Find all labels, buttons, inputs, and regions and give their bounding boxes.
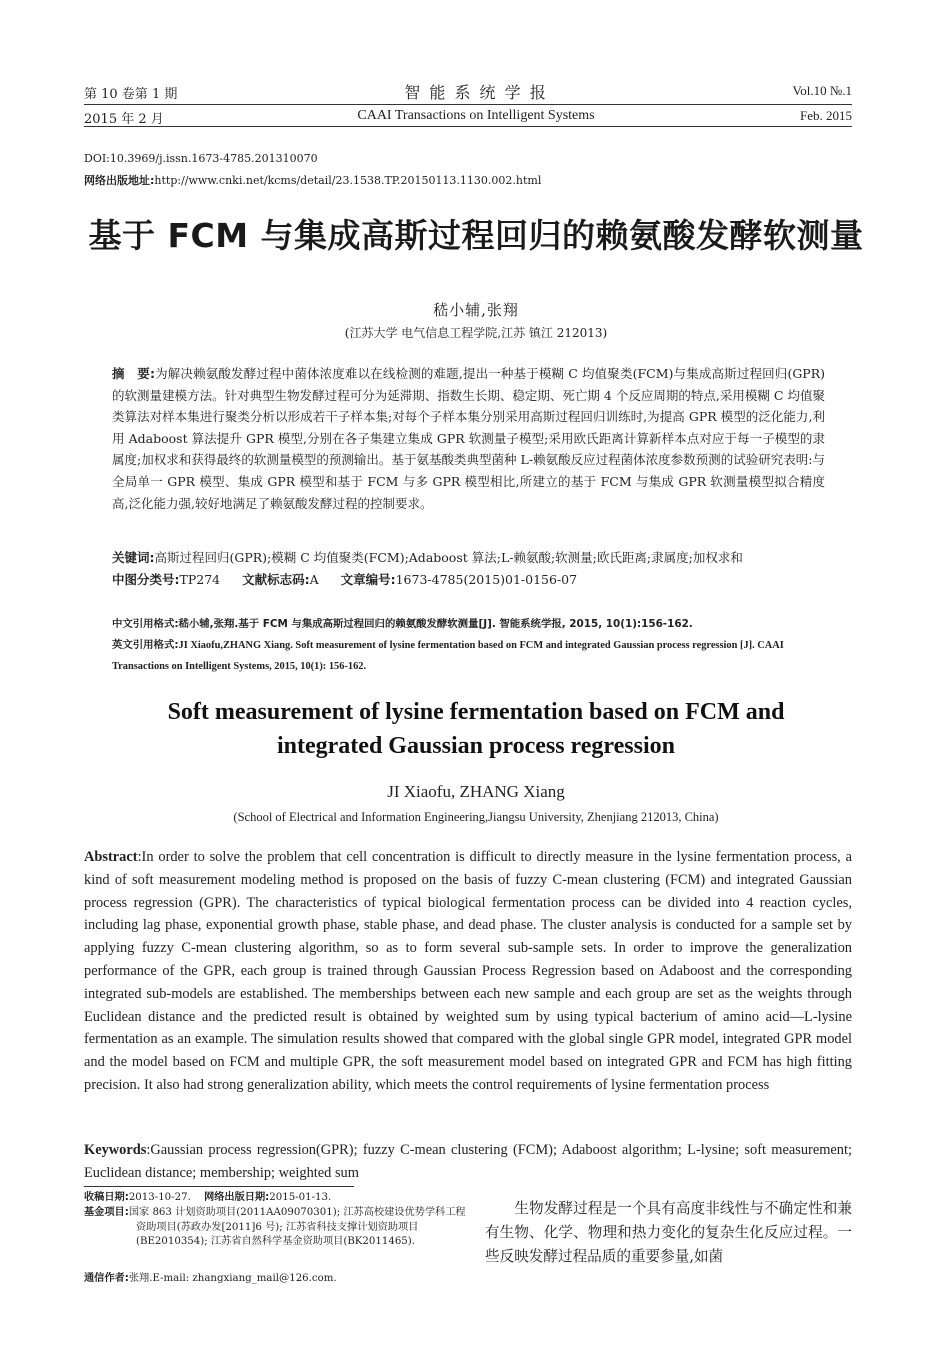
paper-title-zh: 基于 FCM 与集成高斯过程回归的赖氨酸发酵软测量 [88, 216, 864, 255]
online-date-label: 网络出版日期: [204, 1192, 270, 1203]
authors-en: JI Xiaofu, ZHANG Xiang [387, 782, 565, 801]
clc-value: TP274 [179, 572, 221, 587]
article-number-label: 文章编号: [340, 572, 396, 587]
classification-line [112, 569, 825, 591]
authors-zh: 嵇小辅,张翔 [433, 301, 519, 319]
footnote-corresponding [84, 1272, 474, 1287]
corresponding-label: 通信作者: [84, 1273, 129, 1284]
keywords-en-label: Keywords [84, 1142, 147, 1158]
citation-zh [112, 614, 825, 635]
abstract-en-label: Abstract [84, 849, 138, 865]
abstract-zh [112, 363, 825, 514]
received-label: 收稿日期: [84, 1192, 129, 1203]
clc-label: 中图分类号: [112, 572, 180, 587]
corresponding-text: 张翔.E-mail: zhangxiang_mail@126.com. [128, 1273, 337, 1284]
received-date: 2013-10-27. [128, 1192, 191, 1203]
online-date: 2015-01-13. [269, 1192, 332, 1203]
citation-en [112, 635, 825, 677]
volume-issue: 第 10 卷第 1 期 [84, 87, 178, 102]
keywords-en-text: :Gaussian process regression(GPR); fuzzy C-mean clustering (FCM); Adaboost algorithm; L-lysine; soft measurement; Euclidean distance; membership; weighted sum [84, 1142, 852, 1181]
doi: DOI:10.3969/j.issn.1673-4785.201310070 [84, 152, 318, 165]
abstract-en [84, 846, 852, 1097]
affiliation-en: (School of Electrical and Information Engineering,Jiangsu University, Zhenjiang 212013, China) [233, 810, 719, 824]
online-address [84, 172, 541, 188]
paper-title-en [0, 695, 952, 763]
keywords-zh [112, 547, 825, 569]
doc-code-label: 文献标志码: [242, 572, 310, 587]
article-number-value: 1673-4785(2015)01-0156-07 [395, 572, 578, 587]
citation-en-label: 英文引用格式: [112, 639, 179, 651]
abstract-zh-text: 为解决赖氨酸发酵过程中菌体浓度难以在线检测的难题,提出一种基于模糊 C 均值聚类(FCM)与集成高斯过程回归(GPR)的软测量建模方法。针对典型生物发酵过程可分为延滞期、指数生长期、稳定期、死亡期 4 个反应周期的特点,采用模糊 C 均值聚类算法对样本集进行聚类分析以形成若干子样本集;对每个子样本集分别采用高斯过程回归训练时,为提高 GPR 模型的泛化能力,利用 Adaboost 算法提升 GPR 模型,分别在各子集建立集成 GPR 软测量子模型;采用欧氏距离计算新样本点对应于每一子模型的隶属度;加权求和获得最终的软测量模型的预测输出。基于氨基酸类典型菌种 L-赖氨酸反应过程菌体浓度参数预测的试验研究表明:与全局单一 GPR 模型、集成 GPR 模型和基于 FCM 与多 GPR 模型相比,所建立的基于 FCM 与集成 GPR 软测量模型拟合精度高,泛化能力强,较好地满足了赖氨酸发酵过程的控制要求。 [112, 366, 826, 511]
volume-issue-en: Vol.10 №.1 [792, 83, 852, 98]
citation-en-text: JI Xiaofu,ZHANG Xiang. Soft measurement of lysine fermentation based on FCM and integrated Gaussian process regression [J]. CAAI Transactions on Intelligent Systems, 2015, 10(1): 156-162. [112, 640, 784, 672]
header-rule [84, 104, 852, 105]
online-address-url[interactable]: http://www.cnki.net/kcms/detail/23.1538.TP.20150113.1130.002.html [154, 174, 542, 187]
affiliation-zh: (江苏大学 电气信息工程学院,江苏 镇江 212013) [344, 326, 608, 340]
header-rule-bottom [84, 126, 852, 127]
online-address-label: 网络出版地址: [84, 174, 155, 187]
footnote-rule [84, 1186, 354, 1187]
paper-title-en-line1: Soft measurement of lysine fermentation based on FCM and [167, 699, 785, 725]
paper-title-en-line2: integrated Gaussian process regression [276, 733, 675, 759]
footnote-dates [84, 1191, 474, 1206]
publication-date-zh: 2015 年 2 月 [84, 112, 164, 127]
citation-zh-text: 嵇小辅,张翔.基于 FCM 与集成高斯过程回归的赖氨酸发酵软测量[J]. 智能系统学报, 2015, 10(1):156-162. [178, 618, 693, 630]
keywords-zh-text: 高斯过程回归(GPR);模糊 C 均值聚类(FCM);Adaboost 算法;L-赖氨酸;软测量;欧氏距离;隶属度;加权求和 [154, 550, 743, 565]
body-intro: 生物发酵过程是一个具有高度非线性与不确定性和兼有生物、化学、物理和热力变化的复杂生化反应过程。一些反映发酵过程品质的重要参量,如菌 [485, 1200, 852, 1265]
fund-text: 国家 863 计划资助项目(2011AA09070301); 江苏高校建设优势学科工程资助项目(苏政办发[2011]6 号); 江苏省科技支撑计划资助项目(BE2010354); 江苏省自然科学基金资助项目(BK2011465). [128, 1207, 466, 1248]
publication-date-en: Feb. 2015 [800, 108, 852, 123]
keywords-en [84, 1139, 852, 1185]
doc-code-value: A [309, 572, 319, 587]
journal-name-en: CAAI Transactions on Intelligent Systems [357, 108, 595, 123]
footnote-fund [84, 1206, 474, 1250]
fund-label: 基金项目: [84, 1207, 129, 1218]
abstract-en-text: :In order to solve the problem that cell concentration is difficult to directly measure in the lysine fermentation process, a kind of soft measurement modeling method is proposed on the basis of fuzzy C-mean clustering (FCM) and integrated Gaussian process regression (GPR). The characteristics of typical biological fermentation process can be divided into 4 reaction cycles, including lag phase, exponential growth phase, stable phase, and dead phase. The cluster analysis is conducted for a sample set by applying fuzzy C-mean clustering algorithm, so as to form several sub-sample sets. In order to improve the generalization performance of the GPR, each group is trained through Gaussian Process Regression based on Adaboost and the corresponding integrated sub-models are established. The memberships between each new sample and each group are set as the weights through Euclidean distance and the predicted result is obtained by weighted sum by using typical bacterium of amino acid—L-lysine fermentation as an example. The simulation results showed that compared with the global single GPR model, integrated GPR model and the model based on FCM and multiple GPR, the soft measurement model based on integrated GPR and FCM has high fitting precision. It also had strong generalization ability, which meets the control requirements of lysine fermentation process [84, 849, 852, 1093]
keywords-zh-label: 关键词: [112, 550, 155, 565]
citation-zh-label: 中文引用格式: [112, 618, 179, 630]
journal-name-zh: 智 能 系 统 学 报 [404, 83, 548, 102]
abstract-zh-label: 摘 要: [112, 366, 155, 381]
